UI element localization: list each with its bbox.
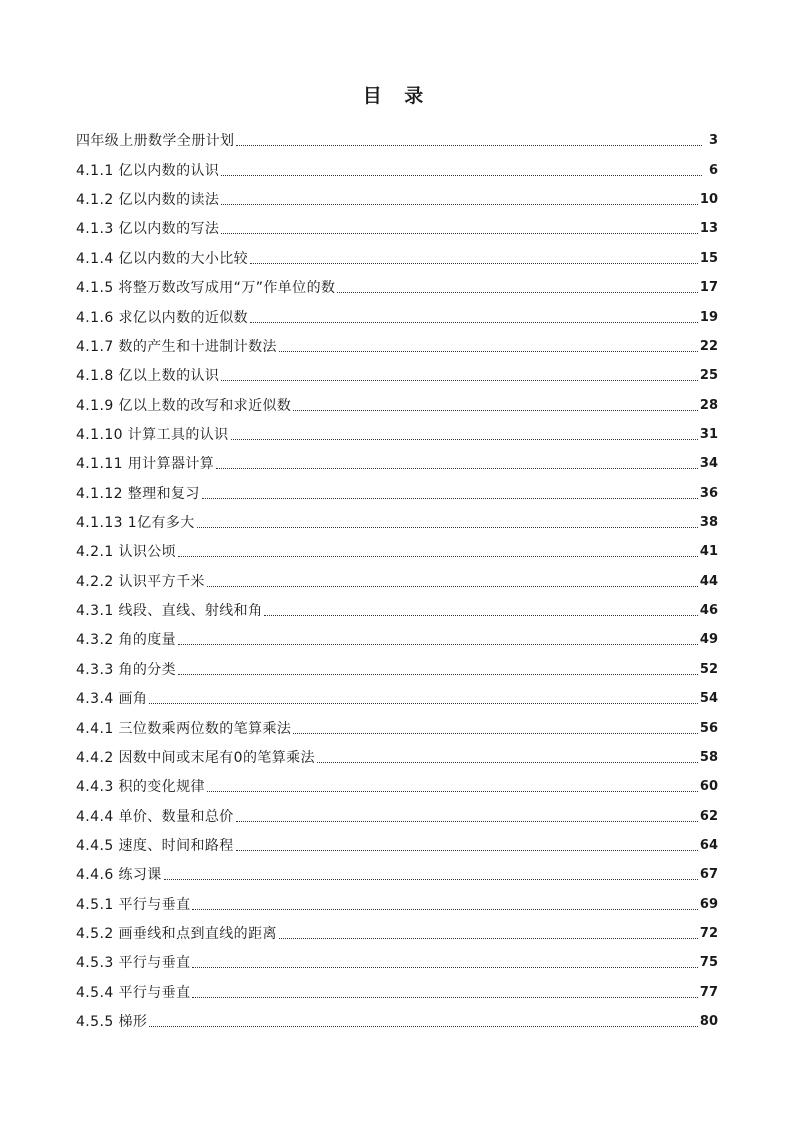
toc-entry[interactable] — [76, 388, 718, 417]
toc-entry-label: 4.4.2 因数中间或末尾有0的笔算乘法 — [76, 749, 315, 766]
toc-entry-label: 4.4.6 练习课 — [76, 867, 162, 884]
toc-entry-label: 4.1.5 将整万数改写成用“万”作单位的数 — [76, 280, 336, 297]
toc-page-number: 15 — [699, 250, 718, 266]
toc-dot-leader — [221, 380, 698, 381]
toc-entry[interactable] — [76, 975, 718, 1004]
toc-entry[interactable] — [76, 1005, 718, 1034]
toc-dot-leader — [221, 175, 702, 176]
toc-entry-label: 4.1.9 亿以上数的改写和求近似数 — [76, 397, 292, 414]
toc-page-number: 34 — [699, 456, 718, 472]
toc-entry-label: 4.4.3 积的变化规律 — [76, 779, 205, 796]
toc-page-number: 31 — [699, 426, 718, 442]
toc-entry-label: 4.5.2 画垂线和点到直线的距离 — [76, 926, 277, 943]
toc-dot-leader — [293, 733, 698, 734]
toc-entry-label: 4.1.8 亿以上数的认识 — [76, 368, 220, 385]
toc-entry-label: 4.2.1 认识公顷 — [76, 544, 177, 561]
toc-entry-label: 4.5.3 平行与垂直 — [76, 955, 191, 972]
toc-entry[interactable] — [76, 124, 718, 153]
toc-entry[interactable] — [76, 271, 718, 300]
toc-page-number: 22 — [699, 338, 718, 354]
toc-entry-label: 4.2.2 认识平方千米 — [76, 573, 205, 590]
toc-entry[interactable] — [76, 418, 718, 447]
toc-entry-label: 4.1.13 1亿有多大 — [76, 515, 195, 532]
toc-page-number: 3 — [708, 133, 718, 149]
toc-page-number: 54 — [699, 691, 718, 707]
toc-dot-leader — [317, 762, 698, 763]
toc-dot-leader — [149, 703, 698, 704]
toc-entry[interactable] — [76, 741, 718, 770]
toc-page-number: 77 — [699, 984, 718, 1000]
toc-page-number: 80 — [699, 1014, 718, 1030]
toc-entry[interactable] — [76, 652, 718, 681]
toc-entry[interactable] — [76, 770, 718, 799]
toc-entry[interactable] — [76, 300, 718, 329]
toc-entry[interactable] — [76, 447, 718, 476]
toc-entry-label: 4.4.1 三位数乘两位数的笔算乘法 — [76, 720, 292, 737]
toc-entry-label: 4.5.4 平行与垂直 — [76, 984, 191, 1001]
toc-dot-leader — [216, 468, 698, 469]
toc-entry[interactable] — [76, 887, 718, 916]
toc-page-number: 58 — [699, 749, 718, 765]
toc-page-number: 44 — [699, 573, 718, 589]
toc-entry[interactable] — [76, 917, 718, 946]
toc-dot-leader — [236, 850, 698, 851]
toc-entry-label: 4.1.6 求亿以内数的近似数 — [76, 309, 249, 326]
toc-entry[interactable] — [76, 829, 718, 858]
toc-entry[interactable] — [76, 153, 718, 182]
toc-page-number: 19 — [699, 309, 718, 325]
toc-dot-leader — [192, 909, 697, 910]
toc-entry[interactable] — [76, 799, 718, 828]
toc-dot-leader — [178, 556, 698, 557]
toc-entry-label: 4.4.5 速度、时间和路程 — [76, 837, 234, 854]
table-of-contents — [76, 124, 718, 1034]
toc-page-number: 49 — [699, 632, 718, 648]
toc-entry[interactable] — [76, 183, 718, 212]
toc-dot-leader — [149, 1026, 698, 1027]
toc-dot-leader — [192, 997, 697, 998]
toc-page-number: 64 — [699, 837, 718, 853]
toc-entry-label: 4.1.2 亿以内数的读法 — [76, 192, 220, 209]
toc-entry[interactable] — [76, 241, 718, 270]
toc-entry[interactable] — [76, 623, 718, 652]
toc-entry[interactable] — [76, 594, 718, 623]
toc-entry-label: 4.1.4 亿以内数的大小比较 — [76, 250, 249, 267]
toc-entry-label: 4.3.4 画角 — [76, 691, 148, 708]
toc-entry[interactable] — [76, 564, 718, 593]
toc-page-number: 75 — [699, 955, 718, 971]
toc-entry-label: 4.1.1 亿以内数的认识 — [76, 162, 220, 179]
toc-entry[interactable] — [76, 682, 718, 711]
toc-dot-leader — [164, 879, 698, 880]
toc-page-number: 10 — [699, 192, 718, 208]
toc-dot-leader — [202, 498, 698, 499]
toc-dot-leader — [250, 322, 698, 323]
toc-entry[interactable] — [76, 946, 718, 975]
toc-page-number: 28 — [699, 397, 718, 413]
toc-dot-leader — [207, 791, 698, 792]
toc-entry[interactable] — [76, 506, 718, 535]
toc-dot-leader — [192, 967, 697, 968]
toc-page-number: 56 — [699, 720, 718, 736]
toc-entry-label: 4.5.1 平行与垂直 — [76, 896, 191, 913]
toc-dot-leader — [221, 204, 698, 205]
toc-page-number: 72 — [699, 926, 718, 942]
toc-dot-leader — [178, 644, 698, 645]
toc-entry-label: 四年级上册数学全册计划 — [76, 133, 235, 150]
toc-entry[interactable] — [76, 212, 718, 241]
toc-page-number: 62 — [699, 808, 718, 824]
toc-entry-label: 4.3.1 线段、直线、射线和角 — [76, 603, 263, 620]
toc-entry-label: 4.1.10 计算工具的认识 — [76, 426, 229, 443]
toc-dot-leader — [337, 292, 698, 293]
toc-dot-leader — [250, 263, 698, 264]
toc-title: 目 录 — [362, 85, 432, 107]
toc-page-number: 36 — [699, 485, 718, 501]
toc-entry[interactable] — [76, 476, 718, 505]
toc-entry-label: 4.1.7 数的产生和十进制计数法 — [76, 338, 277, 355]
toc-page-number: 67 — [699, 867, 718, 883]
toc-page-number: 6 — [708, 162, 718, 178]
toc-dot-leader — [236, 821, 698, 822]
toc-entry-label: 4.1.3 亿以内数的写法 — [76, 221, 220, 238]
toc-entry-label: 4.1.12 整理和复习 — [76, 485, 200, 502]
toc-page-number: 17 — [699, 280, 718, 296]
toc-dot-leader — [178, 674, 698, 675]
toc-dot-leader — [293, 410, 698, 411]
toc-entry[interactable] — [76, 359, 718, 388]
toc-page-number: 13 — [699, 221, 718, 237]
toc-entry-label: 4.3.3 角的分类 — [76, 661, 177, 678]
toc-page-number: 38 — [699, 515, 718, 531]
toc-page-number: 25 — [699, 368, 718, 384]
toc-dot-leader — [207, 586, 698, 587]
toc-dot-leader — [279, 938, 698, 939]
toc-dot-leader — [264, 615, 697, 616]
toc-page-number: 69 — [699, 896, 718, 912]
toc-entry-label: 4.4.4 单价、数量和总价 — [76, 808, 234, 825]
toc-entry[interactable] — [76, 330, 718, 359]
toc-entry[interactable] — [76, 858, 718, 887]
toc-page-number: 46 — [699, 603, 718, 619]
toc-entry[interactable] — [76, 711, 718, 740]
toc-entry-label: 4.1.11 用计算器计算 — [76, 456, 215, 473]
toc-page-number: 41 — [699, 544, 718, 560]
toc-entry-label: 4.3.2 角的度量 — [76, 632, 177, 649]
toc-dot-leader — [236, 145, 702, 146]
toc-entry[interactable] — [76, 535, 718, 564]
toc-entry-label: 4.5.5 梯形 — [76, 1014, 148, 1031]
toc-dot-leader — [197, 527, 698, 528]
toc-page-number: 60 — [699, 779, 718, 795]
toc-dot-leader — [221, 233, 698, 234]
toc-dot-leader — [231, 439, 698, 440]
toc-page-number: 52 — [699, 661, 718, 677]
toc-dot-leader — [279, 351, 698, 352]
